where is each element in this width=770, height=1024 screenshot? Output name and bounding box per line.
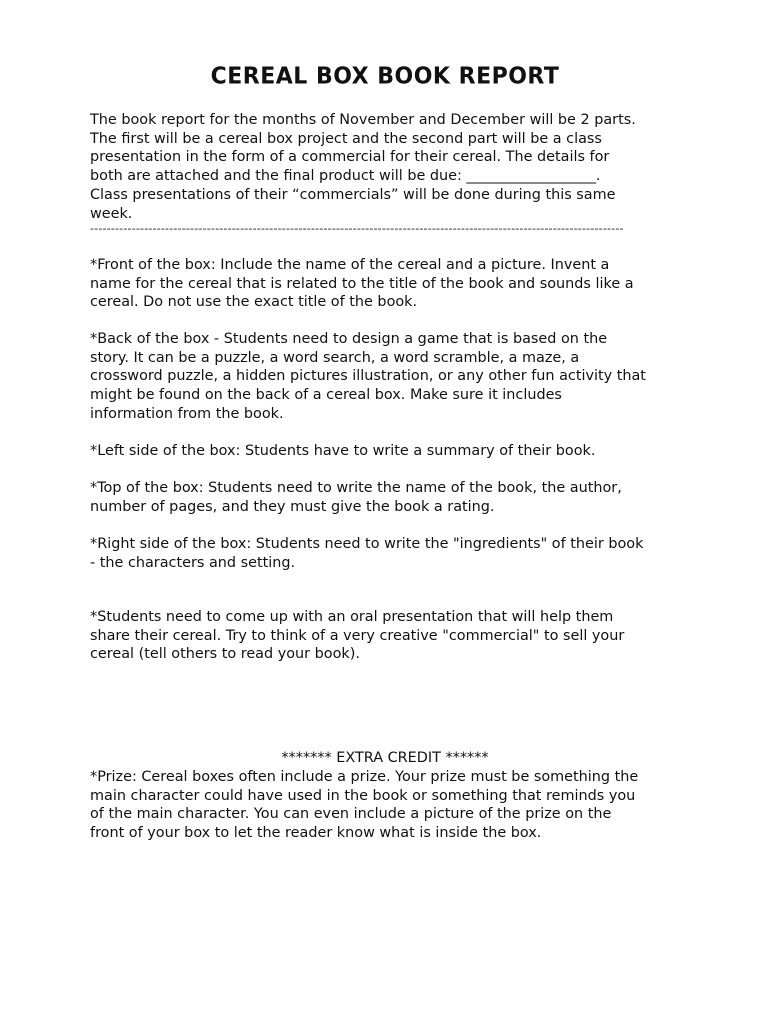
prize-paragraph: *Prize: Cereal boxes often include a prize. Your prize must be something the main character could have used in the book or something that reminds you of the main character. You can even include a picture of the prize on the front of your box to let the reader know what is inside the box. (90, 769, 639, 842)
left-side-paragraph: *Left side of the box: Students have to write a summary of their book. (90, 443, 596, 459)
dashed-divider: -------------------------------------------------------------------------------------------------------------------------------- (90, 223, 624, 235)
front-of-box-paragraph: *Front of the box: Include the name of the cereal and a picture. Invent a name for the cereal that is related to the title of the book and sounds like a cereal. Do not use the exact title of the book. (90, 257, 634, 311)
extra-credit-heading: ******* EXTRA CREDIT ****** (281, 750, 489, 766)
top-of-box-paragraph: *Top of the box: Students need to write the name of the book, the author, number of pages, and they must give the book a rating. (90, 480, 622, 515)
page-title: CEREAL BOX BOOK REPORT (210, 63, 560, 90)
right-side-paragraph: *Right side of the box: Students need to write the "ingredients" of their book - the characters and setting. (90, 536, 644, 571)
back-of-box-paragraph: *Back of the box - Students need to design a game that is based on the story. It can be a puzzle, a word search, a word scramble, a maze, a crossword puzzle, a hidden pictures illustration, or any other fun activity that might be found on the back of a cereal box. Make sure it includes information from the book. (90, 331, 646, 422)
oral-presentation-paragraph: *Students need to come up with an oral presentation that will help them share their cereal. Try to think of a very creative "commercial" to sell your cereal (tell others to read your book). (90, 609, 625, 663)
intro-paragraph: The book report for the months of November and December will be 2 parts. The first will be a cereal box project and the second part will be a class presentation in the form of a commercial for their cereal. The details for both are attached and the final product will be due: __________________. Class presentations of their “commercials” will be done during this same week. (90, 112, 636, 222)
